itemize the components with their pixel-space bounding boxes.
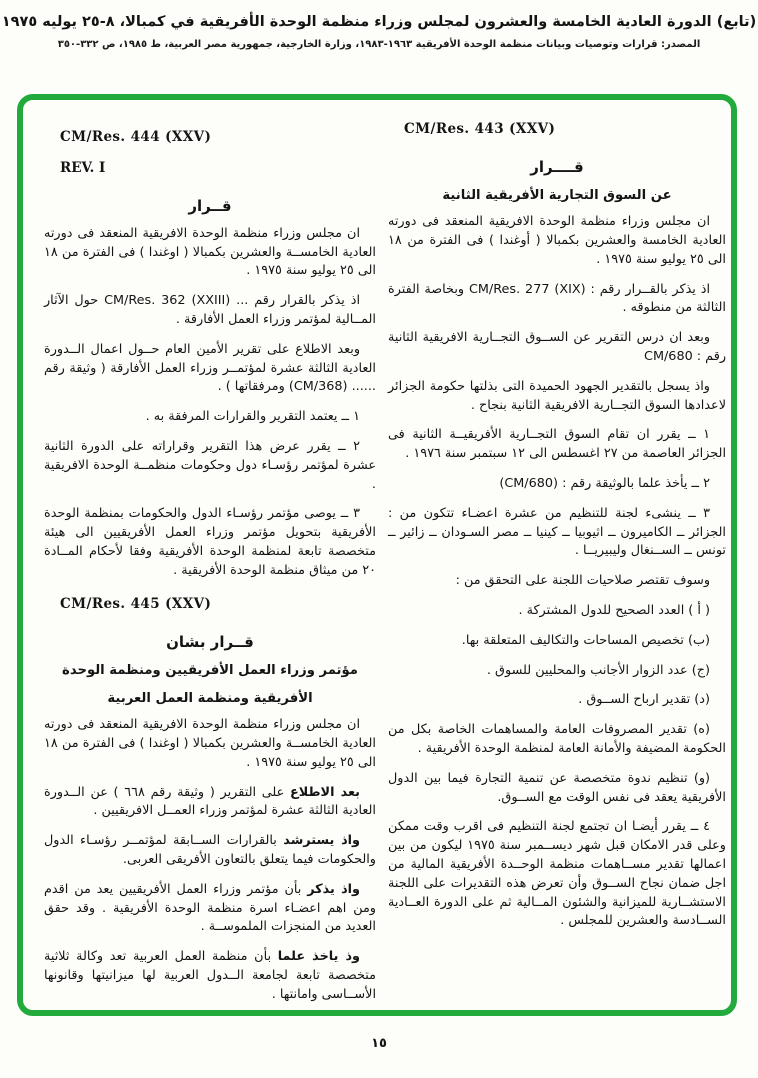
right-column — [388, 120, 726, 942]
res444-paragraph: ان مجلس وزراء منظمة الوحدة الافريقية المنعقد فى دورته العادية الخامســة والعشرين بكمبالا ( اوغندا ) فى الفترة من ١٨ الى ٢٥ يوليو سنة ١٩٧٥ . — [44, 225, 376, 279]
clause-text: بأن مؤتمر وزراء العمل الأفريقيين يعد من اقدم ومن اهم اعضـاء اسرة منظمة الوحدة الأفريقية . وقد حقق العديد من المنجزات الملموســة . — [44, 881, 376, 935]
res444-operative-item: ١ ــ يعتمد التقرير والقرارات المرفقة به . — [145, 409, 360, 425]
res443-operative-item: ١ ــ يقرر ان تقام السوق التجــارية الأفريقيــة الثانية فى الجزائر العاصمة من ٢٧ اغسطس الى ١٢ سبتمبر سنة ١٩٧٦ . — [388, 427, 726, 462]
res445-clause — [44, 948, 376, 1004]
clause-text: بالقرارات الســابقة لمؤتمــر رؤسـاء الدول والحكومات فيما يتعلق بالتعاون الأفريقى العربى. — [44, 833, 376, 867]
res443-subitem-a: ( أ ) العدد الصحيح للدول المشتركة . — [518, 603, 710, 619]
res444-operative-item: ٢ ــ يقرر عرض هذا التقرير وقراراته على الدورة الثانية عشرة لمؤتمر رؤسـاء دول وحكومات منظمــة الوحدة الافريقية . — [44, 438, 376, 492]
resolution-ref-443: CM/Res. 443 (XXV) — [404, 121, 556, 137]
resolution-445-subtitle-2: الأفريقية ومنظمة العمل العربية — [107, 690, 313, 706]
res444-paragraph: اذ يذكر بالقرار رقم ... CM/Res. 362 (XXIII) حول الآثار المــالية لمؤتمر وزراء العمل الأفارقة . — [44, 293, 376, 327]
res443-subitem-e: (ه) تقدير المصروفات العامة والمساهمات الخاصة بكل من الحكومة المضيفة والأمانة العامة لمنظمة الوحدة الأفريقية . — [388, 722, 726, 757]
resolution-445-subtitle-1: مؤتمر وزراء العمل الأفريقيين ومنظمة الوحدة — [62, 663, 358, 679]
res444-paragraph: وبعد الاطلاع على تقرير الأمين العام حــول اعمال الــدورة العادية الثالثة عشرة لمؤتمــر وزراء العمل الأفارقة ( وثيقة رقم ...... (CM/368) ومرفقاتها ) . — [44, 341, 376, 395]
res445-clause — [44, 784, 376, 822]
resolution-443-title: قــــرار — [530, 157, 584, 176]
res445-opening-paragraph: ان مجلس وزراء منظمة الوحدة الافريقية المنعقد فى دورته العادية الخامســة والعشرين بكمبالا ( اوغندا ) فى الفترة من ١٨ الى ٢٥ يوليو سنة ١٩٧٥ . — [44, 717, 376, 770]
res443-operative-item: ٤ ــ يقرر أيضـا ان تجتمع لجنة التنظيم فى اقرب وقت ممكن وعلى قدر الامكان قبل شهر ديســمبر سنة ١٩٧٥ ليكون من بين اعمالها تقدير مســاهمات منظمة الوحــدة الأفريقية المالية من اجل ضمان نجاح الســوق وأن تعرض هذه التقديرات على اللجنة الاستشــارية للميزانية والشئون المــالية ثم على الدورة العــادية الســادسة والعشرين للمجلس . — [388, 819, 726, 929]
clause-lead: واذ يسترشد — [283, 833, 360, 849]
resolution-rev-label: REV. I — [60, 159, 106, 176]
header-session-title: (تابع) الدورة العادية الخامسة والعشرون لمجلس وزراء منظمة الوحدة الأفريقية في كمبالا، ٨-٢٥ يوليه ١٩٧٥ — [1, 14, 757, 30]
res445-clause — [44, 832, 376, 870]
clause-text: بأن منظمة العمل العربية تعد وكالة ثلاثية متخصصة تابعة لجامعة الــدول العربية لها ميزانيتها وقانونها الأســاسى وامانتها . — [44, 949, 376, 1002]
resolution-ref-444: CM/Res. 444 (XXV) — [60, 129, 212, 145]
header-source-line: المصدر: قرارات وتوصيات وبيانات منظمة الوحدة الأفريقية ١٩٦٣-١٩٨٣، وزارة الخارجية، جمهورية مصر العربية، ط ١٩٨٥، ص ٣٣٢-٣٥٠ — [57, 39, 701, 50]
res443-paragraph: ان مجلس وزراء منظمة الوحدة الافريقية المنعقد فى دورته العادية الخامسة والعشرين بكمبالا ( أوغندا ) فى الفترة من ١٨ الى ٢٥ يوليو سنة ١٩٧٥ . — [388, 214, 726, 267]
res443-subitem-c: (ج) عدد الزوار الأجانب والمحليين للسوق . — [486, 662, 710, 678]
clause-lead: واذ يذكر — [307, 881, 361, 897]
res444-operative-item: ٣ ــ يوصى مؤتمر رؤسـاء الدول والحكومات بمنظمة الوحدة الأفريقية بتحويل مؤتمر وزراء العمل الأفريقيين الى هيئة متخصصة تابعة لمنظمة الوحدة الأفريقية وفقا لأحكام المــادة ٢٠ من ميثاق منظمة الوحدة الأفريقية . — [44, 506, 376, 578]
clause-lead: بعد الاطلاع — [290, 784, 360, 800]
res443-paragraph: وسوف تقتصر صلاحيات اللجنة على التحقق من : — [455, 573, 710, 589]
res443-operative-item: ٢ ــ يأخذ علما بالوثيقة رقم : (CM/680) — [499, 476, 710, 492]
res443-subitem-f: (و) تنظيم ندوة متخصصة عن تنمية التجارة فيما بين الدول الأفريقية يعقد فى نفس الوقت مع الســوق. — [388, 770, 726, 805]
page-number: ١٥ — [371, 1036, 387, 1051]
res443-paragraph: اذ يذكر بالقــرار رقم : CM/Res. 277 (XIX) وبخاصة الفترة الثالثة من منطوقه . — [388, 281, 726, 316]
left-column — [44, 128, 376, 1016]
page-header — [0, 14, 758, 50]
clause-text: على التقرير ( وثيقة رقم ٦٦٨ ) عن الــدورة العادية الثالثة عشرة لمؤتمر وزراء العمــل الافريقيين . — [44, 784, 376, 819]
res445-clause — [44, 881, 376, 937]
res443-operative-item: ٣ ــ ينشىء لجنة للتنظيم من عشرة اعضـاء تتكون من : الجزائر ــ الكاميرون ــ اثيوبيا ــ كينيا ــ مصر السـودان ــ زائير ــ تونس ــ الســنغال وليبيريــا . — [388, 505, 726, 559]
resolution-445-title: قــرار بشان — [166, 633, 254, 652]
res443-subitem-d: (د) تقدير ارباح الســوق . — [578, 692, 710, 708]
resolution-444-title: قــرار — [188, 196, 232, 215]
clause-lead: وذ ياخذ علما — [277, 949, 361, 965]
resolution-443-subtitle: عن السوق التجارية الأفريقية الثانية — [442, 187, 672, 203]
res443-paragraph: وبعد ان درس التقرير عن الســوق التجــارية الافريقية الثانية رقم : CM/680 — [388, 330, 726, 365]
res443-subitem-b: (ب) تخصيص المساحات والتكاليف المتعلقة بها. — [461, 632, 710, 648]
resolution-ref-445: CM/Res. 445 (XXV) — [60, 596, 212, 613]
res443-paragraph: واذ يسجل بالتقدير الجهود الحميدة التى بذلتها حكومة الجزائر لاعدادها السوق التجــارية الافريقية الثانية بنجاح . — [388, 378, 726, 413]
